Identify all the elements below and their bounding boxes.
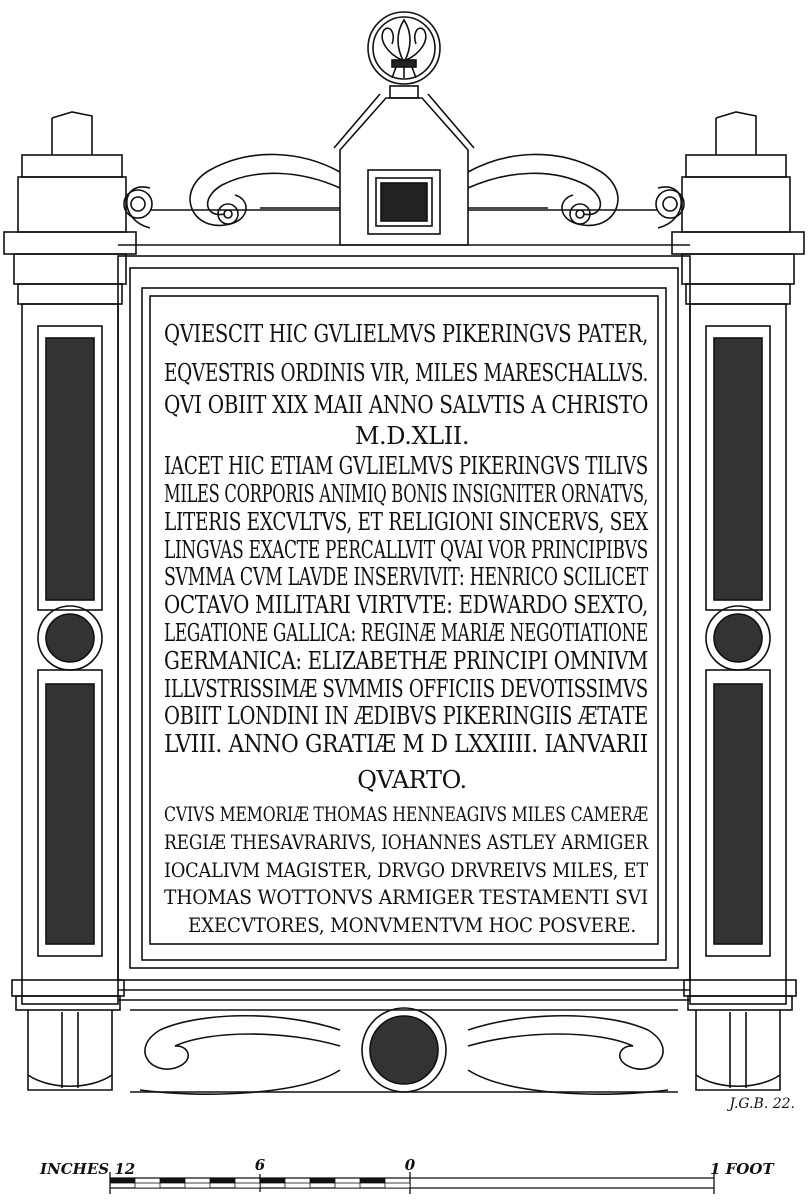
inscription-line: OCTAVO MILITARI VIRTVTE: EDWARDO SEXTO, bbox=[164, 591, 648, 619]
scale-segment bbox=[160, 1178, 185, 1183]
inscription-line: CVIVS MEMORIÆ THOMAS HENNEAGIVS MILES CAMERÆ bbox=[164, 802, 648, 826]
bottom-scrolls bbox=[130, 1008, 678, 1094]
inscription-line: EQVESTRIS ORDINIS VIR, MILES MARESCHALLVS. bbox=[164, 359, 648, 387]
inscription-line: IOCALIVM MAGISTER, DRVGO DRVREIVS MILES, ET bbox=[164, 858, 649, 882]
scale-segment bbox=[310, 1178, 335, 1183]
inscription-line: QVARTO. bbox=[357, 766, 467, 794]
scale-end-label: 1 FOOT bbox=[710, 1160, 774, 1178]
inscription-text bbox=[164, 320, 649, 937]
scale-segment bbox=[210, 1178, 235, 1183]
inscription-line: MILES CORPORIS ANIMIQ BONIS INSIGNITER ORNATVS, bbox=[164, 480, 648, 508]
inscription-line: REGIÆ THESAVRARIVS, IOHANNES ASTLEY ARMIGER bbox=[164, 830, 649, 854]
scale-ticks bbox=[110, 1178, 410, 1188]
scale-segment bbox=[185, 1183, 210, 1188]
inscription-line: QVIESCIT HIC GVLIELMVS PIKERINGVS PATER, bbox=[164, 320, 648, 348]
inscription-line: LEGATIONE GALLICA: REGINÆ MARIÆ NEGOTIATIONE bbox=[164, 619, 648, 647]
inscription-line: EXECVTORES, MONVMENTVM HOC POSVERE. bbox=[188, 913, 636, 937]
scale-start-label: INCHES 12 bbox=[40, 1160, 136, 1178]
scale-zero-label: 0 bbox=[404, 1156, 416, 1174]
inscription-line: SVMMA CVM LAVDE INSERVIVIT: HENRICO SCILICET bbox=[164, 563, 649, 591]
scale-segment bbox=[235, 1183, 260, 1188]
scale-segment bbox=[135, 1183, 160, 1188]
fleur-de-lis-finial bbox=[368, 12, 440, 98]
scale-segment bbox=[260, 1178, 285, 1183]
inscription-line: THOMAS WOTTONVS ARMIGER TESTAMENTI SVI bbox=[164, 885, 648, 909]
left-pilaster bbox=[4, 112, 136, 1090]
scale-segment bbox=[285, 1183, 310, 1188]
inscription-line: LVIII. ANNO GRATIÆ M D LXXIIII. IANVARII bbox=[164, 730, 648, 758]
inscription-line: M.D.XLII. bbox=[354, 422, 470, 450]
top-scroll-right bbox=[468, 154, 684, 228]
scale-segment bbox=[335, 1183, 360, 1188]
artist-signature: J.G.B. 22. bbox=[729, 1096, 795, 1112]
right-pilaster bbox=[672, 112, 804, 1090]
scale-segment bbox=[110, 1178, 135, 1183]
scale-mid-label: 6 bbox=[254, 1156, 266, 1174]
inscription-line: LINGVAS EXACTE PERCALLVIT QVAI VOR PRINCIPIBVS bbox=[164, 536, 648, 564]
inscription-line: GERMANICA: ELIZABETHÆ PRINCIPI OMNIVM bbox=[164, 647, 648, 675]
inscription-line: ILLVSTRISSIMÆ SVMMIS OFFICIIS DEVOTISSIMVS bbox=[164, 675, 648, 703]
inscription-line: OBIIT LONDINI IN ÆDIBVS PIKERINGIIS ÆTATE bbox=[164, 702, 648, 730]
scale-segment bbox=[385, 1183, 410, 1188]
scale-segment bbox=[360, 1178, 385, 1183]
inscription-line: IACET HIC ETIAM GVLIELMVS PIKERINGVS TILIVS bbox=[164, 452, 648, 480]
top-scroll-left bbox=[124, 154, 340, 228]
inscription-line: LITERIS EXCVLTVS, ET RELIGIONI SINCERVS, SEX bbox=[164, 508, 649, 536]
inscription-line: QVI OBIIT XIX MAII ANNO SALVTIS A CHRISTO bbox=[164, 391, 648, 419]
